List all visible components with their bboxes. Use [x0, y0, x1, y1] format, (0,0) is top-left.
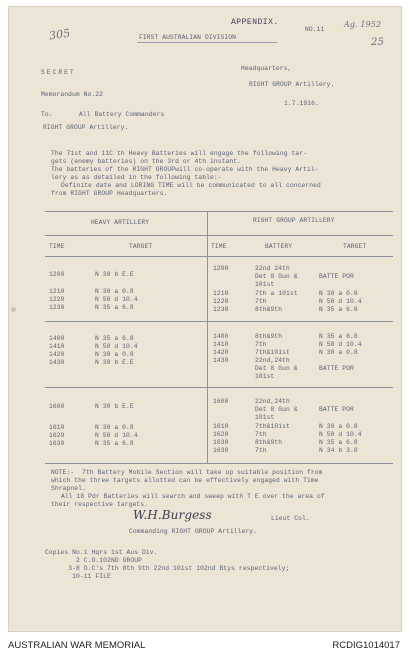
punch-hole — [11, 307, 16, 312]
table-cell: 7th — [255, 298, 267, 305]
body-line: The batteries of the RIGHT GROUPwill co-operate with the Heavy Artil- — [51, 166, 319, 173]
table-cell: N 58 d 10.4 — [95, 296, 138, 303]
pencil-folio-number: 305 — [48, 26, 72, 43]
table-cell: Det 8 Gun & — [255, 365, 298, 372]
note-line: All 18 Pdr Batteries will search and sweep with T E over the area of — [61, 493, 325, 500]
table-cell: 1210 — [213, 290, 229, 297]
table-cell: 1230 — [213, 306, 229, 313]
signature-title: Commanding RIGHT GROUP Artillery. — [129, 528, 257, 535]
table-rule — [45, 387, 393, 388]
table-cell: 8th&9th — [255, 333, 283, 340]
table-cell: N 35 a 6.8 — [95, 335, 134, 342]
memo-date: 1.7.1916. — [284, 100, 319, 107]
table-cell: 1410 — [49, 343, 65, 350]
table-cell: 1220 — [213, 298, 229, 305]
table-cell: N 58 d 10.4 — [319, 298, 362, 305]
table-cell: N 35 a 6.8 — [95, 304, 134, 311]
table-cell: 101st — [255, 414, 275, 421]
table-cell: 1610 — [49, 424, 65, 431]
table-rule — [45, 235, 393, 236]
to-recipients: All Battery Commanders — [79, 111, 165, 118]
body-line: gets (enemy batteries) on the 3rd or 4th instant. — [51, 158, 242, 165]
table-cell: 1430 — [213, 357, 229, 364]
signature-rank: Lieut Col. — [271, 515, 310, 522]
table-cell: 1630 — [49, 440, 65, 447]
copies-line: 10-11 FILE — [45, 573, 111, 580]
document-page — [8, 6, 402, 632]
table-cell: 1220 — [49, 296, 65, 303]
body-line: Definite date and LORING TIME will be communicated to all concerned — [61, 182, 321, 189]
table-cell: N 58 d 10.4 — [319, 431, 362, 438]
note-line: NOTE:- 7th Battery Mobile Section will take up suitable position from — [51, 469, 323, 476]
col-target-header: TARGET — [129, 243, 153, 250]
table-cell: 1430 — [49, 359, 65, 366]
table-cell: N 30 a 0.8 — [319, 349, 358, 356]
table-cell: 22nd 24th — [255, 265, 290, 272]
table-cell: 1420 — [213, 349, 229, 356]
hq-line-2: RIGHT GROUP Artillery. — [249, 81, 335, 88]
table-cell: N 35 a 6.8 — [319, 439, 358, 446]
note-line: their respective targets. — [51, 501, 148, 508]
table-cell: 1420 — [49, 351, 65, 358]
hq-line-1: Headquarters, — [241, 65, 292, 72]
table-cell: 1630 — [213, 439, 229, 446]
table-cell: 1610 — [213, 423, 229, 430]
table-rule — [45, 463, 393, 464]
table-cell: N 30 b E.E — [95, 403, 134, 410]
archive-reference: RCDIG1014017 — [332, 640, 400, 651]
col-battery-header: BATTERY — [265, 243, 293, 250]
table-cell: 1210 — [49, 288, 65, 295]
col-time-header: TIME — [49, 243, 65, 250]
table-cell: N 58 d 10.4 — [319, 341, 362, 348]
pencil-page-number: 25 — [371, 37, 384, 48]
table-cell: N 35 a 6.8 — [95, 440, 134, 447]
table-cell: N 30 a 0.8 — [95, 424, 134, 431]
table-cell: N 58 d 10.4 — [95, 432, 138, 439]
memo-number: Memorandum No.22 — [41, 91, 104, 98]
body-line: The 71st and 11C th Heavy Batteries will engage the following tar- — [51, 150, 307, 157]
to-label: To. — [41, 111, 53, 118]
table-cell: N 30 b E.E — [95, 271, 134, 278]
table-cell: N 30 a 0.8 — [95, 288, 134, 295]
division-underline — [137, 42, 277, 43]
table-cell: 7th&101st — [255, 423, 290, 430]
table-cell: 1410 — [213, 341, 229, 348]
table-cell: 1200 — [213, 265, 229, 272]
pencil-annotation: Ag. 1952 — [344, 20, 382, 29]
to-recipients-2: RIGHT GROUP Artillery. — [43, 124, 129, 131]
note-line: Shrapnel. — [51, 485, 86, 492]
table-cell: BATTE POR — [319, 365, 354, 372]
table-cell: 8th&9th — [255, 306, 283, 313]
right-group-header: RIGHT GROUP ARTILLERY — [253, 217, 335, 224]
table-cell: N 30 a 0.8 — [319, 290, 358, 297]
table-cell: BATTE POR — [319, 273, 354, 280]
body-line: lery as as detailed in the following table:- — [51, 174, 222, 181]
col-time-header: TIME — [211, 243, 227, 250]
table-rule — [45, 256, 393, 257]
table-cell: 7th&101st — [255, 349, 290, 356]
table-cell: Det 8 Gun & — [255, 273, 298, 280]
archive-credit: AUSTRALIAN WAR MEMORIAL — [8, 640, 146, 651]
division-title: FIRST AUSTRALIAN DIVISION — [139, 34, 236, 41]
table-cell: 1630 — [213, 447, 229, 454]
table-cell: N 34 b 3.0 — [319, 447, 358, 454]
table-cell: 101st — [255, 373, 275, 380]
note-line: which the three targets allotted can be effectively engaged with Time — [51, 477, 319, 484]
table-cell: 7th — [255, 341, 267, 348]
table-cell: 22nd,24th — [255, 398, 290, 405]
table-cell: 7th a 101st — [255, 290, 298, 297]
copies-line: 3-8 O.C's 7th 8th 9th 22nd 101st 102nd Btys respectively; — [45, 565, 290, 572]
table-cell: N 35 a 6.8 — [319, 306, 358, 313]
table-cell: 1400 — [49, 335, 65, 342]
table-cell: 7th — [255, 431, 267, 438]
secret-label: SECRET — [41, 69, 76, 76]
table-cell: 22nd,24th — [255, 357, 290, 364]
table-cell: 1620 — [49, 432, 65, 439]
appendix-number: NO.11 — [305, 26, 325, 33]
table-cell: N 30 a 0.8 — [95, 351, 134, 358]
copies-line: Copies No.1 Hqrs 1st Aus Div. — [45, 549, 158, 556]
table-rule — [45, 321, 393, 322]
handwritten-signature: W.H.Burgess — [133, 508, 212, 522]
table-cell: N 58 d 10.4 — [95, 343, 138, 350]
heavy-artillery-header: HEAVY ARTILLERY — [91, 219, 150, 226]
table-cell: 1230 — [49, 304, 65, 311]
appendix-label: APPENDIX. — [231, 18, 279, 27]
table-cell: 1200 — [49, 271, 65, 278]
body-line: from RIGHT GROUP Headquarters. — [51, 190, 168, 197]
table-cell: N 30 a 0.8 — [319, 423, 358, 430]
table-divider — [207, 211, 208, 463]
table-cell: 1400 — [213, 333, 229, 340]
table-cell: N 35 a 6.8 — [319, 333, 358, 340]
table-cell: 7th — [255, 447, 267, 454]
table-cell: Det 8 Gun & — [255, 406, 298, 413]
copies-line: 2 C.O.102ND GROUP — [45, 557, 142, 564]
table-cell: 1600 — [49, 403, 65, 410]
table-cell: 1620 — [213, 431, 229, 438]
table-rule — [45, 211, 393, 212]
table-cell: 1600 — [213, 398, 229, 405]
col-target-header: TARGET — [343, 243, 367, 250]
table-cell: 101st — [255, 281, 275, 288]
table-cell: N 30 b E.E — [95, 359, 134, 366]
table-cell: BATTE POR — [319, 406, 354, 413]
table-cell: 8th&9th — [255, 439, 283, 446]
